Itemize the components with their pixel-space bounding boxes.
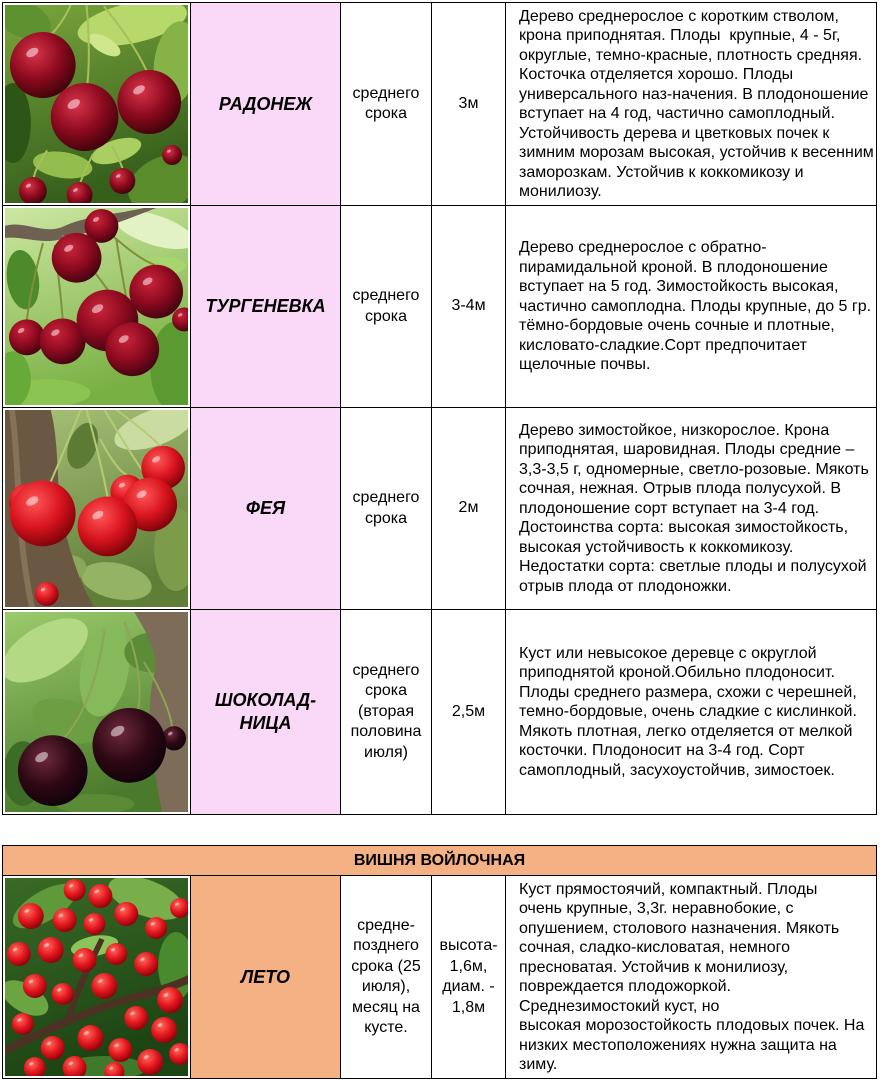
description-line: кисловато-сладкие.Сорт предпочитает	[519, 336, 807, 354]
variety-row	[3, 408, 876, 610]
description-line: Достоинства сорта: высокая зимостойкость,	[519, 519, 849, 537]
description-line: Недостатки сорта: светлые плоды и полусухой	[519, 558, 867, 576]
variety-row	[3, 206, 876, 408]
cherry	[23, 974, 47, 998]
cherry	[84, 913, 106, 935]
variety-name	[191, 408, 341, 609]
variety-name-line: ШОКОЛАД-	[214, 690, 317, 710]
cherry	[105, 943, 127, 965]
description-line: Дерево среднерослое с коротким стволом,	[519, 7, 839, 25]
description-line: самоплодный, засухоустойчив, зимостоек.	[519, 761, 835, 779]
variety-name-line: ФЕЯ	[245, 498, 286, 518]
ripening-term	[341, 3, 432, 205]
description-line: сочная, сладко-кисловатая, немного	[519, 939, 790, 956]
description-line: приподнятой кроной.Обильно плодоносит.	[519, 664, 835, 682]
variety-row	[3, 610, 876, 814]
felt-cherry-table	[2, 845, 877, 1079]
cherry	[10, 481, 76, 547]
description-line: зиму.	[519, 1056, 558, 1073]
cherry-photo	[5, 878, 188, 1076]
ripening-term-line: кусте.	[364, 1019, 408, 1036]
photo-cell	[3, 610, 191, 814]
tree-height-line: диам. -	[442, 978, 495, 995]
description-line: Мякоть плотная, легко отделяется от мелкой	[519, 722, 853, 740]
ripening-term-line: июля)	[364, 743, 408, 761]
cherry	[114, 902, 138, 926]
cherry-photo	[5, 410, 188, 607]
cherry	[64, 879, 86, 901]
description-line: вступает на 4 год, частично самоплодный.	[519, 105, 835, 122]
variety-name	[191, 3, 341, 205]
cherry	[52, 233, 102, 283]
description-line: высокая морозостойкость плодовых почек. На	[519, 1017, 865, 1034]
tree-height-text	[439, 936, 497, 1018]
cherry	[10, 32, 76, 98]
description-line: Устойчивость дерева и цветковых почек к	[519, 124, 830, 142]
section-title: ВИШНЯ ВОЙЛОЧНАЯ	[3, 846, 876, 876]
variety-name-line: НИЦА	[239, 713, 292, 733]
ripening-term-line: (вторая	[358, 702, 414, 720]
ripening-term-line: июля),	[361, 978, 411, 995]
description-line: крона приподнятая. Плоды крупные, 4 - 5г,	[519, 27, 841, 44]
photo-cell	[3, 206, 191, 407]
ripening-term-text	[353, 84, 420, 125]
ripening-term-line: срока (25	[351, 957, 421, 975]
tree-height	[432, 610, 506, 814]
cherry	[157, 987, 183, 1013]
tree-height-text	[459, 498, 479, 519]
variety-description-text	[519, 238, 871, 375]
ripening-term-text	[353, 488, 420, 529]
description-line: универсального наз-начения. В плодоношение	[519, 85, 869, 103]
ripening-term-line: срока	[364, 307, 408, 325]
cherry	[35, 582, 59, 606]
cherry	[117, 70, 181, 134]
ripening-term	[341, 206, 432, 407]
description-line: пресноватая. Устойчив к монилиозу,	[519, 958, 789, 976]
variety-description-text	[519, 421, 869, 597]
description-line: приподнятая, шаровидная. Плоды средние –	[519, 441, 855, 459]
tree-height-line: 1,8м	[451, 998, 486, 1016]
ripening-term	[341, 876, 432, 1078]
description-line: высокая устойчивость к коккомикозу.	[519, 538, 794, 556]
ripening-term-text	[351, 916, 421, 1039]
cherry	[38, 937, 64, 963]
description-line: Плоды среднего размера, схожи с черешней,	[519, 683, 857, 701]
description-line: отрыв плода от плодоножки.	[519, 577, 732, 595]
variety-row	[3, 876, 876, 1078]
ripening-term-line: среднего	[352, 489, 420, 506]
cherry	[108, 1038, 132, 1062]
variety-name-line: ТУРГЕНЕВКА	[205, 296, 326, 316]
variety-name-text	[241, 966, 290, 989]
ripening-term	[341, 408, 432, 609]
cherry	[151, 1017, 177, 1043]
cherry	[145, 917, 167, 939]
tree-height-text	[451, 296, 485, 317]
cherry	[129, 265, 183, 319]
variety-name-text	[246, 497, 285, 520]
photo-cell	[3, 876, 191, 1078]
cherry	[93, 708, 167, 783]
variety-name-line: ЛЕТО	[240, 966, 291, 987]
variety-name-text	[215, 689, 316, 735]
cherry	[137, 1049, 163, 1075]
cherry	[89, 884, 113, 908]
variety-description	[506, 610, 876, 814]
photo-cell	[3, 3, 191, 205]
description-line: вступает на 5 год. Зимостойкость высокая,	[519, 278, 839, 296]
cherry-photo	[5, 5, 188, 203]
cherry	[53, 908, 77, 932]
description-line: щелочные почвы.	[519, 356, 651, 374]
tree-height-line: 3-4м	[451, 297, 486, 315]
photo-cell	[3, 408, 191, 609]
variety-description	[506, 408, 876, 609]
tree-height-line: 3м	[458, 94, 479, 112]
variety-description	[506, 876, 876, 1078]
tree-height	[432, 408, 506, 609]
cherry	[78, 497, 138, 557]
variety-description	[506, 3, 876, 205]
cherry	[78, 1025, 104, 1051]
ripening-term-line: срока	[364, 682, 408, 700]
cherry	[51, 83, 119, 151]
description-line: Дерево зимостойкое, низкорослое. Крона	[519, 421, 830, 439]
description-line: Куст или невысокое деревце с округлой	[519, 644, 817, 662]
variety-row	[3, 3, 876, 206]
ripening-term-line: половина	[350, 723, 422, 741]
ripening-term-line: позднего	[353, 937, 419, 954]
description-line: заморозкам. Устойчив к коккомикозу и	[519, 163, 804, 181]
variety-description-text	[519, 880, 864, 1075]
cherry	[124, 1006, 148, 1030]
description-line: Среднезимостокий куст, но	[519, 997, 720, 1015]
tree-height	[432, 3, 506, 205]
cherry	[92, 973, 118, 999]
cherry	[9, 319, 45, 355]
cherry	[7, 942, 31, 966]
cherry	[162, 145, 182, 165]
description-line: Дерево среднерослое с обратно-	[519, 239, 767, 257]
description-line: косточки. Плодоносит на 3-4 год. Сорт	[519, 742, 805, 760]
ripening-term-line: средне-	[357, 916, 415, 934]
cherry-photo	[5, 208, 188, 405]
description-line: частично самоплодна. Плоды крупные, до 5 гр.	[519, 297, 872, 315]
description-line: опушением, столового назначения. Мякоть	[519, 919, 840, 937]
ripening-term	[341, 610, 432, 814]
variety-name	[191, 610, 341, 814]
description-line: Куст прямостоячий, компактный. Плоды	[519, 880, 818, 898]
tree-height-line: 1,6м,	[449, 957, 488, 975]
variety-description-text	[519, 644, 857, 781]
cherry	[109, 168, 135, 194]
variety-name-line: РАДОНЕЖ	[218, 93, 313, 114]
ripening-term-line: срока	[364, 105, 408, 122]
ripening-term-line: среднего	[352, 661, 420, 679]
description-line: сочная, нежная. Отрыв плода полусухой. В	[519, 480, 842, 498]
variety-description-text	[519, 7, 874, 202]
cherry	[73, 948, 97, 972]
ripening-term-line: месяц на	[352, 998, 420, 1016]
cherry	[52, 983, 74, 1005]
description-line: повреждается плодожоркой.	[519, 978, 731, 995]
cherry-varieties-table	[2, 2, 877, 815]
cherry	[41, 1036, 65, 1060]
variety-name-text	[219, 93, 312, 116]
ripening-term-line: срока	[364, 509, 408, 527]
variety-description	[506, 206, 876, 407]
tree-height-text	[452, 702, 485, 723]
cherry-photo	[5, 612, 188, 812]
ripening-term-text	[351, 661, 422, 764]
tree-height-line: высота-	[439, 937, 498, 954]
description-line: монилиозу.	[519, 183, 602, 200]
description-line: низких местоположениях нужна защита на	[519, 1036, 837, 1054]
cherry	[12, 1013, 34, 1035]
ripening-term-line: среднего	[352, 84, 420, 102]
ripening-term-line: среднего	[352, 287, 420, 304]
tree-height-line: 2м	[458, 499, 479, 517]
description-line: плодоношение сорт вступает на 3-4 год.	[519, 499, 820, 517]
variety-name	[191, 206, 341, 407]
variety-name-text	[205, 295, 325, 318]
description-line: Косточка отделяется хорошо. Плоды	[519, 66, 794, 83]
tree-height-text	[459, 94, 479, 115]
cherry	[134, 952, 158, 976]
description-line: темно-бордовые, очень сладкие с кислинкой.	[519, 703, 857, 721]
variety-name	[191, 876, 341, 1078]
description-line: пирамидальной кроной. В плодоношение	[519, 258, 828, 276]
description-line: округлые, темно-красные, плотность средняя.	[519, 46, 863, 64]
tree-height	[432, 876, 506, 1078]
tree-height-line: 2,5м	[451, 702, 486, 720]
cherry	[18, 903, 44, 929]
description-line: очень крупные, 3,3г. неравнобокие, с	[519, 900, 794, 917]
ripening-term-text	[353, 286, 420, 327]
description-line: зимним морозам высокая, устойчив к весенним	[519, 144, 874, 161]
description-line: тёмно-бордовые очень сочные и плотные,	[519, 317, 835, 335]
cherry	[18, 735, 88, 806]
cherry	[105, 322, 159, 376]
tree-height	[432, 206, 506, 407]
description-line: 3,3-3,5 г, одномерные, светло-розовые. Мякоть	[519, 460, 869, 478]
